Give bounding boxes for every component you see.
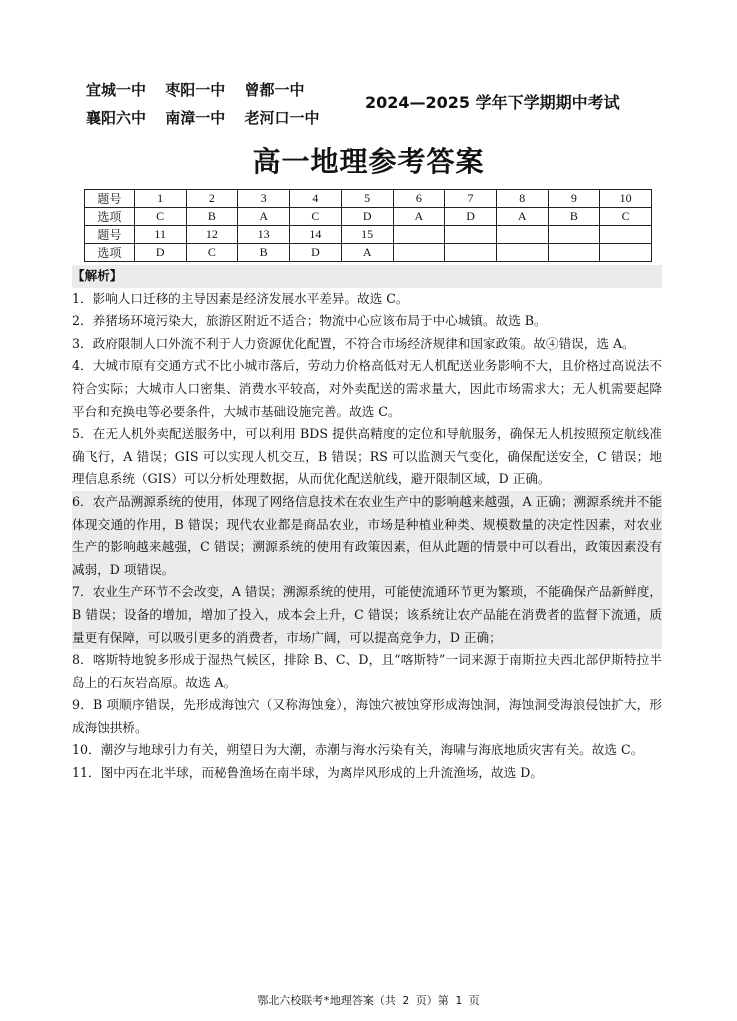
answer-table-cell: 10 [600,190,652,208]
answer-table-cell [445,226,497,244]
answer-table-cell [393,244,445,262]
school-name: 曾都一中 [244,81,305,99]
answer-table-cell: 7 [445,190,497,208]
answer-table [84,189,652,262]
answer-table-cell: 13 [238,226,290,244]
answer-table-row [85,190,652,208]
analysis-item: 5．在无人机外卖配送服务中，可以利用 BDS 提供高精度的定位和导航服务，确保无人机按照预定航线准确飞行，A 错误；GIS 可以实现人机交互，B 错误；RS 可以监测天气变化，确保配送安全，C 错误；地理信息系统（GIS）可以分析处理数据，从而优化配送航线，避开限制区域，D 正确。 [72,426,662,487]
answer-table-cell: A [393,208,445,226]
answer-table-row [85,208,652,226]
school-name: 南漳一中 [165,109,226,127]
school-name: 宜城一中 [86,81,147,99]
answer-table-cell: B [548,208,600,226]
answer-table-cell: D [445,208,497,226]
answer-table-cell: B [238,244,290,262]
answer-table-row [85,226,652,244]
answer-table-cell: 3 [238,190,290,208]
answer-table-cell [496,244,548,262]
analysis-item: 1．影响人口迁移的主导因素是经济发展水平差异。故选 C。 [72,290,409,306]
answer-table-cell: B [186,208,238,226]
answer-table-cell: 12 [186,226,238,244]
answer-table-row-label: 题号 [85,190,135,208]
school-name: 枣阳一中 [165,81,226,99]
school-name: 襄阳六中 [86,109,147,127]
answer-table-cell: C [134,208,186,226]
school-name: 老河口一中 [244,109,320,127]
analysis-item: 8．喀斯特地貌多形成于湿热气候区，排除 B、C、D，且“喀斯特”一词来源于南斯拉夫西北部伊斯特拉半岛上的石灰岩高原。故选 A。 [72,652,662,690]
answer-table-cell: 5 [341,190,393,208]
analysis-item: 3．政府限制人口外流不利于人力资源优化配置，不符合市场经济规律和国家政策。故④错误，选 A。 [72,335,635,351]
answer-table-cell: 6 [393,190,445,208]
answer-table-row-label: 选项 [85,244,135,262]
answer-table-cell: C [290,208,342,226]
analysis-item: 9．B 项顺序错误，先形成海蚀穴（又称海蚀龛），海蚀穴被蚀穿形成海蚀洞，海蚀洞受海浪侵蚀扩大，形成海蚀拱桥。 [72,697,662,735]
answer-table-cell: 4 [290,190,342,208]
answer-table-cell: A [341,244,393,262]
analysis-heading: 【解析】 [72,265,662,288]
answer-table-cell [393,226,445,244]
answer-table-cell: A [238,208,290,226]
answer-table-cell [548,244,600,262]
answer-table-cell [548,226,600,244]
answer-table-cell [600,244,652,262]
answer-table-cell: D [134,244,186,262]
answer-table-cell [496,226,548,244]
answer-table-cell: 11 [134,226,186,244]
analysis-item: 10．潮汐与地球引力有关，朔望日为大潮，赤潮与海水污染有关，海啸与海底地质灾害有关。故选 C。 [72,742,644,758]
answer-table-cell: C [600,208,652,226]
school-row-2 [86,104,334,132]
analysis-item: 7．农业生产环节不会改变，A 错误；溯源系统的使用，可能使流通环节更为繁琐，不能确保产品新鲜度，B 错误；设备的增加，增加了投入，成本会上升，C 错误；该系统让农产品能在消费者的监督下流通，质量更有保障，可以吸引更多的消费者，市场广阔，可以提高竞争力，D 正确； [72,581,662,649]
answer-table-cell: 15 [341,226,393,244]
answer-table-cell: D [290,244,342,262]
answer-table-cell: 14 [290,226,342,244]
analysis-item: 6．农产品溯源系统的使用，体现了网络信息技术在农业生产中的影响越来越强，A 正确；溯源系统并不能体现交通的作用，B 错误；现代农业都是商品农业，市场是种植业种类、规模数量的决定性因素，对农业生产的影响越来越强，C 错误；溯源系统的使用有政策因素，但从此题的情景中可以看出，政策因素没有减弱，D 项错误。 [72,491,662,581]
page-title: 高一地理参考答案 [252,145,485,178]
school-list [86,76,334,132]
analysis-item: 2．养猪场环境污染大，旅游区附近不适合；物流中心应该布局于中心城镇。故选 B。 [72,313,547,329]
answer-table-cell [445,244,497,262]
analysis-item: 11．图中丙在北半球，而秘鲁渔场在南半球，为离岸风形成的上升流渔场，故选 D。 [72,765,543,781]
answer-table-cell [600,226,652,244]
answer-table-cell: C [186,244,238,262]
answer-table-cell: 1 [134,190,186,208]
answer-table-cell: D [341,208,393,226]
answer-table-cell: 2 [186,190,238,208]
answer-table-cell: 9 [548,190,600,208]
answer-table-row-label: 选项 [85,208,135,226]
exam-title: 2024—2025 学年下学期期中考试 [365,93,620,112]
analysis-section [72,265,662,785]
analysis-item: 4．大城市原有交通方式不比小城市落后，劳动力价格高低对无人机配送业务影响不大，且价格过高说法不符合实际；大城市人口密集、消费水平较高，对外卖配送的需求量大，因此市场需求大；无人机需要起降平台和充换电等必要条件，大城市基础设施完善。故选 C。 [72,358,662,419]
answer-table-cell: A [496,208,548,226]
school-row-1 [86,76,334,104]
answer-table-row-label: 题号 [85,226,135,244]
answer-table-cell: 8 [496,190,548,208]
page-footer: 鄂北六校联考*地理答案（共 2 页）第 1 页 [257,994,480,1007]
answer-table-row [85,244,652,262]
